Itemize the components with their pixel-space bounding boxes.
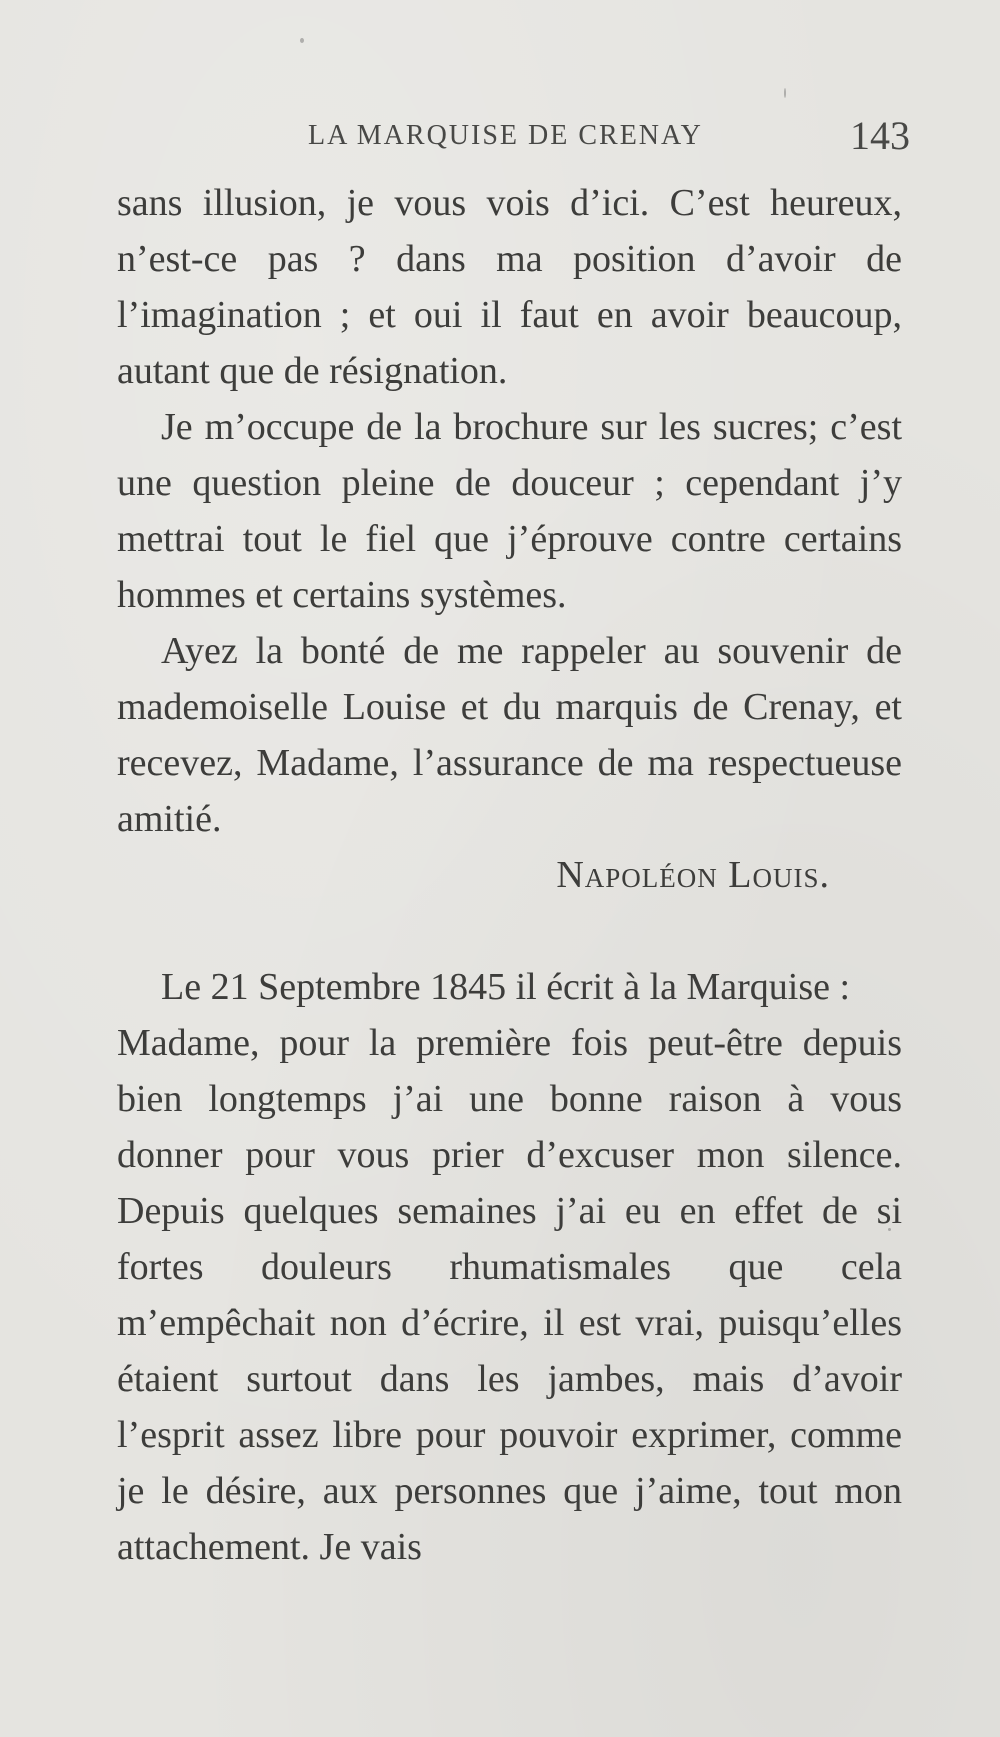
- body-text: [117, 175, 902, 1575]
- running-header: [120, 112, 910, 162]
- letter-paragraph: sans illusion, je vous vois d’ici. C’est heureux, n’est-ce pas ? dans ma position d’avoir de l’imagination ; et oui il faut en avoir beaucoup, autant que de résignation.: [117, 182, 902, 392]
- letter-signature: Napoléon Louis.: [556, 854, 830, 896]
- paper-speck: [784, 88, 786, 98]
- paper-speck: [300, 38, 304, 43]
- letter-paragraph: Madame, pour la première fois peut-être depuis bien longtemps j’ai une bonne raison à vous donner pour vous prier d’excuser mon silence. Depuis quelques semaines j’ai eu en effet de si fortes douleurs rhumatismales que cela m’empêchait non d’écrire, il est vrai, puisqu’elles étaient surtout dans les jambes, mais d’avoir l’esprit assez libre pour pouvoir exprimer, comme je le désire, aux personnes que j’aime, tout mon attachement. Je vais: [117, 1022, 902, 1568]
- narration-paragraph: Le 21 Septembre 1845 il écrit à la Marquise :: [161, 966, 851, 1008]
- page-number: 143: [850, 113, 910, 158]
- section-gap: [117, 903, 902, 959]
- letter-paragraph: Je m’occupe de la brochure sur les sucres; c’est une question pleine de douceur ; cependant j’y mettrai tout le fiel que j’éprouve contre certains hommes et certains systèmes.: [117, 406, 902, 616]
- running-title: LA MARQUISE DE CRENAY: [308, 120, 703, 151]
- letter-paragraph: Ayez la bonté de me rappeler au souvenir de mademoiselle Louise et du marquis de Crenay, et recevez, Madame, l’assurance de ma respectueuse amitié.: [117, 630, 902, 840]
